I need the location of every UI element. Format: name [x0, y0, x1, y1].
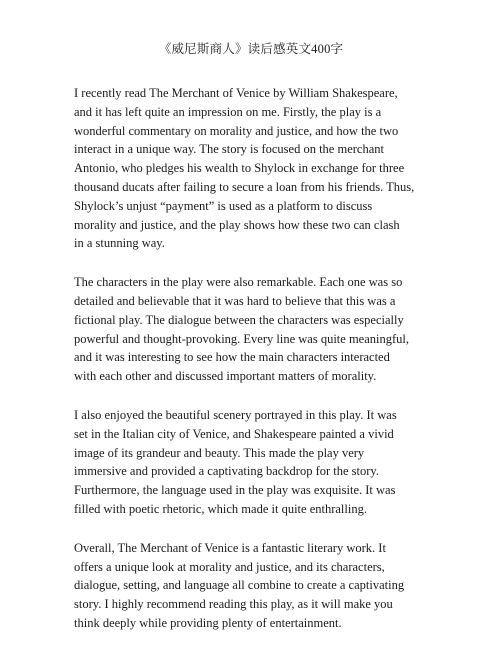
- text-line: wonderful commentary on morality and justice, and how the two: [74, 123, 399, 138]
- paragraph-2: [74, 273, 430, 386]
- text-line: filled with poetic rhetoric, which made it quite enthralling.: [74, 501, 367, 516]
- text-line: I also enjoyed the beautiful scenery portrayed in this play. It was: [74, 407, 397, 422]
- text-line: interact in a unique way. The story is focused on the merchant: [74, 142, 384, 157]
- paragraph-1: [74, 84, 430, 253]
- text-line: offers a unique look at morality and justice, and its characters,: [74, 559, 385, 574]
- text-line: detailed and believable that it was hard to believe that this was a: [74, 293, 396, 308]
- text-line: and it was interesting to see how the main characters interacted: [74, 350, 390, 365]
- text-line: The characters in the play were also remarkable. Each one was so: [74, 275, 403, 290]
- text-line: and it has left quite an impression on me. Firstly, the play is a: [74, 104, 382, 119]
- text-line: immersive and provided a captivating backdrop for the story.: [74, 464, 379, 479]
- text-line: image of its grandeur and beauty. This made the play very: [74, 445, 365, 460]
- text-line: with each other and discussed important matters of morality.: [74, 369, 377, 384]
- text-line: Overall, The Merchant of Venice is a fantastic literary work. It: [74, 540, 386, 555]
- text-line: I recently read The Merchant of Venice by William Shakespeare,: [74, 86, 398, 100]
- text-line: thousand ducats after failing to secure a loan from his friends. Thus,: [74, 179, 415, 194]
- text-line: Antonio, who pledges his wealth to Shylock in exchange for three: [74, 161, 405, 176]
- text-line: powerful and thought-provoking. Every line was quite meaningful,: [74, 331, 409, 346]
- text-line: set in the Italian city of Venice, and Shakespeare painted a vivid: [74, 426, 394, 441]
- document-body: [74, 84, 430, 653]
- page-title: 《威尼斯商人》读后感英文400字: [158, 42, 344, 56]
- text-line: fictional play. The dialogue between the characters was especially: [74, 312, 404, 327]
- text-line: in a stunning way.: [74, 236, 165, 251]
- text-line: Furthermore, the language used in the play was exquisite. It was: [74, 483, 396, 498]
- text-line: dialogue, setting, and language all combine to create a captivating: [74, 578, 405, 593]
- text-line: think deeply while providing plenty of entertainment.: [74, 615, 342, 630]
- text-line: Shylock’s unjust “payment” is used as a platform to discuss: [74, 198, 373, 213]
- text-line: morality and justice, and the play shows how these two can clash: [74, 217, 400, 232]
- paragraph-4: [74, 539, 430, 633]
- text-line: story. I highly recommend reading this play, as it will make you: [74, 597, 393, 612]
- paragraph-3: [74, 406, 430, 519]
